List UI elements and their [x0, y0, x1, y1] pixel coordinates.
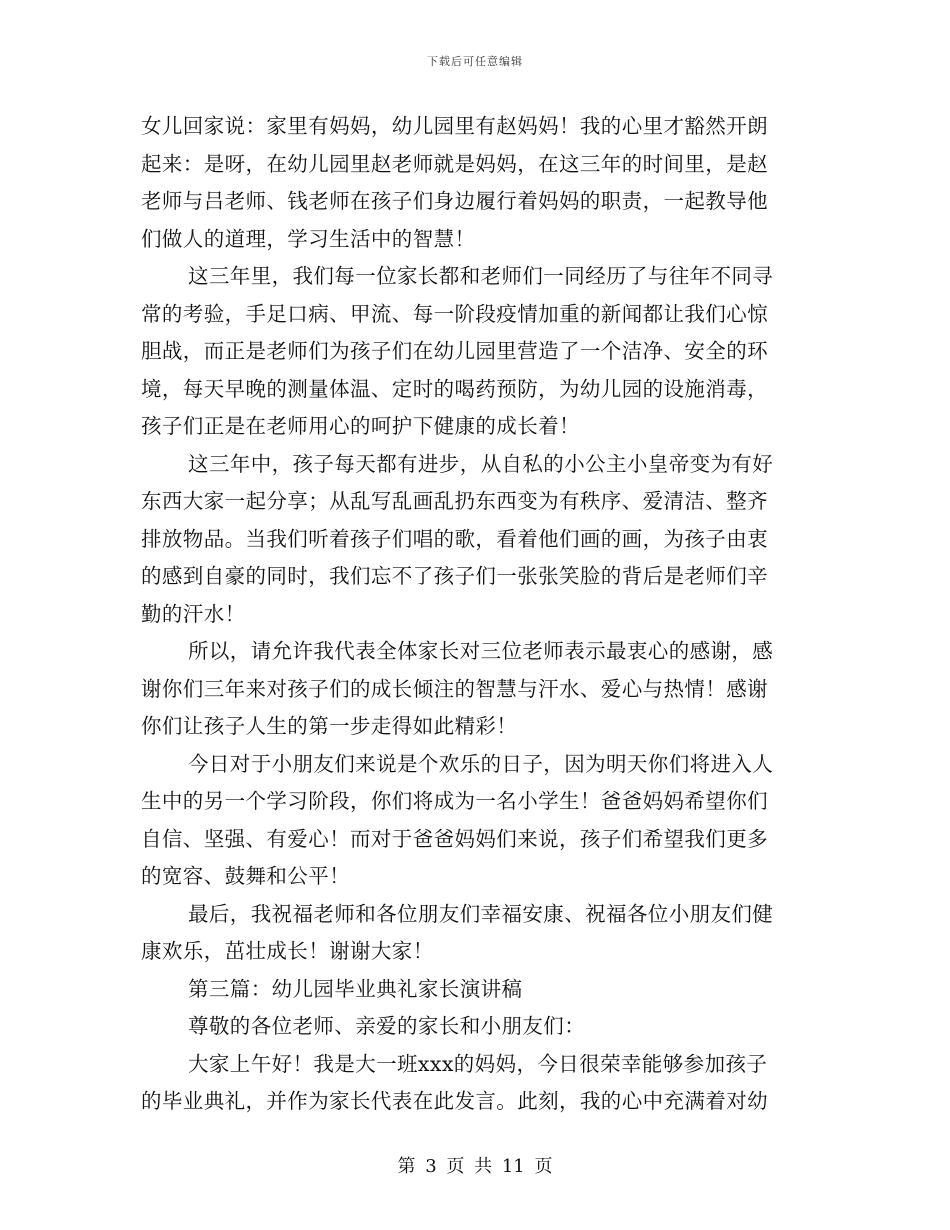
text-line: 大家上午好！我是大一班xxx的妈妈，今日很荣幸能够参加孩子 [188, 1051, 768, 1076]
text-line: 们做人的道理，学习生活中的智慧！ [141, 226, 476, 251]
text-line: 勤的汗水！ [141, 601, 246, 626]
text-line: 自信、坚强、有爱心！而对于爸爸妈妈们来说，孩子们希望我们更多 [141, 826, 768, 851]
page-number-footer: 第 3 页 共 11 页 [397, 1156, 553, 1177]
section-heading: 第三篇：幼儿园毕业典礼家长演讲稿 [188, 976, 523, 1001]
page-header: 下载后可任意编辑 [427, 55, 523, 68]
text-line: 生中的另一个学习阶段，你们将成为一名小学生！爸爸妈妈希望你们 [141, 789, 768, 813]
text-line: 境，每天早晚的测量体温、定时的喝药预防，为幼儿园的设施消毒， [141, 376, 768, 401]
text-line: 排放物品。当我们听着孩子们唱的歌，看着他们画的画，为孩子由衷 [141, 526, 768, 551]
document-body [141, 108, 801, 1121]
text-line: 所以，请允许我代表全体家长对三位老师表示最衷心的感谢，感 [188, 639, 774, 663]
text-line: 的宽容、鼓舞和公平！ [141, 864, 350, 888]
text-line: 老师与吕老师、钱老师在孩子们身边履行着妈妈的职责，一起教导他 [141, 189, 768, 213]
text-line: 孩子们正是在老师用心的呵护下健康的成长着！ [141, 414, 580, 438]
text-line: 这三年里，我们每一位家长都和老师们一同经历了与往年不同寻 [188, 264, 774, 288]
text-line: 的感到自豪的同时，我们忘不了孩子们一张张笑脸的背后是老师们辛 [141, 564, 768, 588]
text-line: 东西大家一起分享；从乱写乱画乱扔东西变为有秩序、爱清洁、整齐 [141, 489, 768, 513]
text-line: 你们让孩子人生的第一步走得如此精彩！ [141, 714, 518, 738]
text-line: 康欢乐，茁壮成长！谢谢大家！ [141, 939, 434, 963]
text-line: 胆战，而正是老师们为孩子们在幼儿园里营造了一个洁净、安全的环 [141, 339, 768, 363]
text-line: 最后，我祝福老师和各位朋友们幸福安康、祝福各位小朋友们健 [188, 901, 774, 926]
text-line: 今日对于小朋友们来说是个欢乐的日子，因为明天你们将进入人 [188, 751, 774, 776]
text-line: 常的考验，手足口病、甲流、每一阶段疫情加重的新闻都让我们心惊 [141, 301, 768, 326]
salutation-line: 尊敬的各位老师、亲爱的家长和小朋友们： [188, 1014, 586, 1038]
text-line: 起来：是呀，在幼儿园里赵老师就是妈妈，在这三年的时间里，是赵 [141, 151, 768, 176]
text-line: 女儿回家说：家里有妈妈，幼儿园里有赵妈妈！我的心里才豁然开朗 [141, 114, 768, 138]
text-line: 这三年中，孩子每天都有进步，从自私的小公主小皇帝变为有好 [188, 451, 774, 476]
text-line: 的毕业典礼，并作为家长代表在此发言。此刻，我的心中充满着对幼 [141, 1089, 768, 1113]
text-line: 谢你们三年来对孩子们的成长倾注的智慧与汗水、爱心与热情！感谢 [141, 676, 768, 701]
